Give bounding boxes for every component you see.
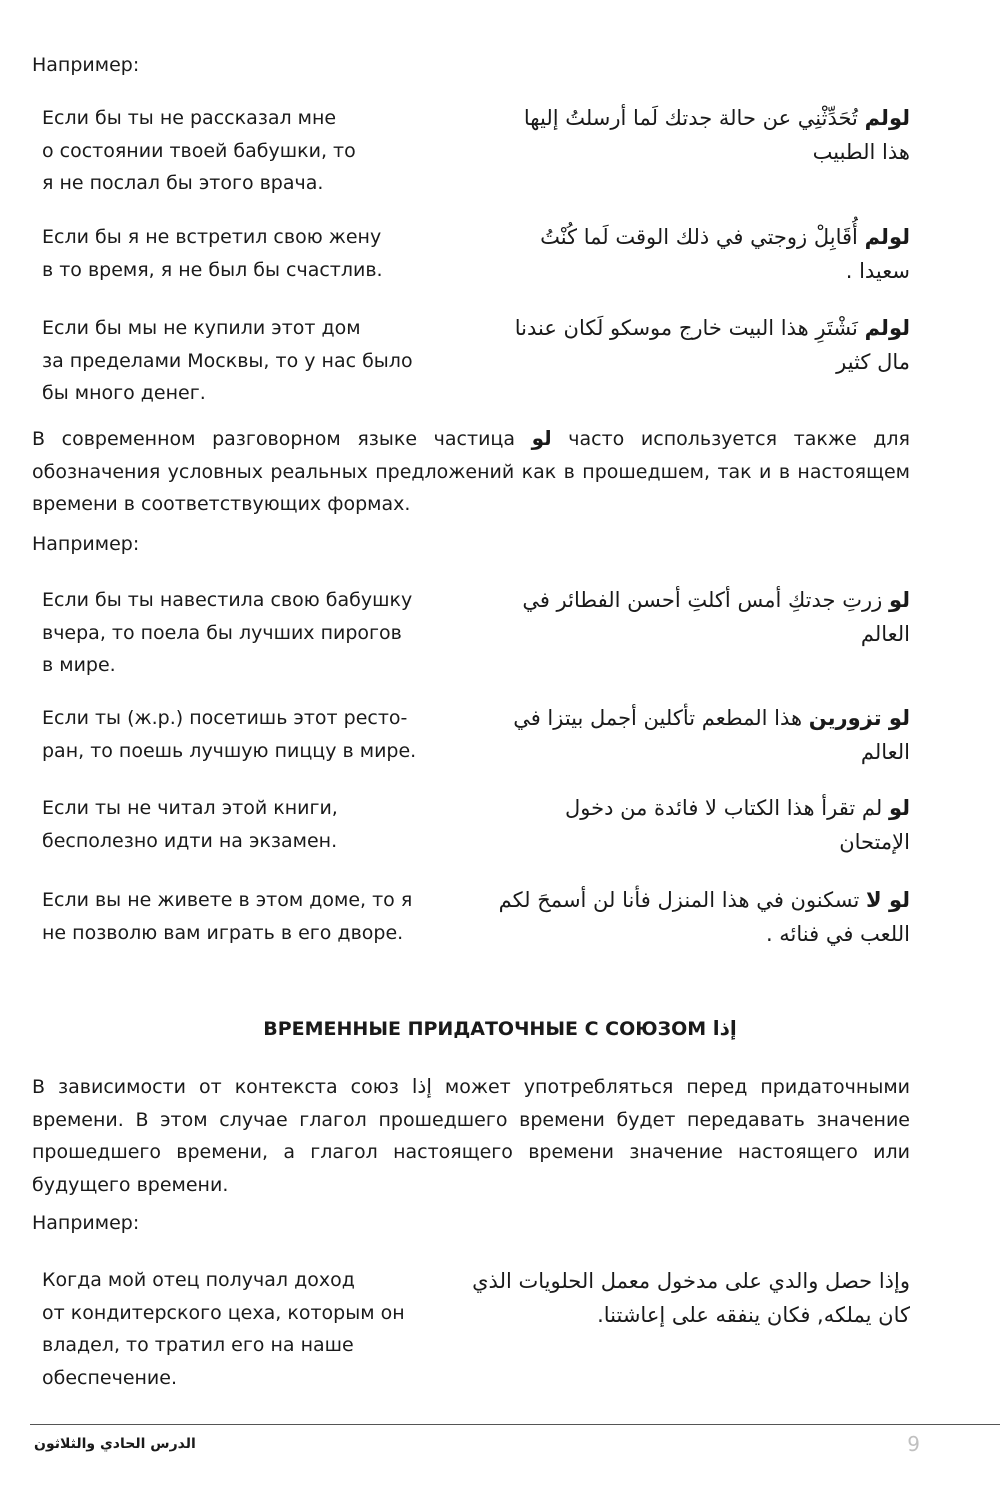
example-arabic <box>490 583 910 651</box>
arabic-keyword: لو <box>888 588 910 612</box>
arabic-text: هذا المطعم تأكلين أجمل بيتزا في العالم <box>513 706 910 764</box>
arabic-text: لم تقرأ هذا الكتاب لا فائدة من دخول الإمتحان <box>565 796 910 854</box>
arabic-keyword: لولم <box>864 316 910 340</box>
example-russian: Если ты (ж.р.) посетишь этот ресто- ран, то поешь лучшую пиццу в мире. <box>42 707 417 762</box>
paragraph-particle-lau: В современном разговорном языке частица لو часто используется также для обозначения условных реальных предложений как в прошедшем, так и в настоящем времени в соответствующих формах. <box>32 426 910 515</box>
example-russian: Если вы не живете в этом доме, то я не позволю вам играть в его дворе. <box>42 889 413 944</box>
example-arabic <box>490 701 910 769</box>
example-label: Например: <box>32 1212 140 1234</box>
example-russian: Если бы я не встретил свою жену в то время, я не был бы счастлив. <box>42 226 383 281</box>
footer-divider <box>30 1424 1000 1425</box>
example-arabic: وإذا حصل والدي على مدخول معمل الحلويات الذي كان يملكه, فكان ينفقه على إعاشتنا. <box>472 1269 910 1327</box>
arabic-keyword: إذا <box>712 1016 737 1040</box>
page-number: 9 <box>907 1432 920 1456</box>
example-arabic <box>490 311 910 379</box>
arabic-text: تسكنون في هذا المنزل فأنا لن أسمحَ لكم اللعب في فنائه . <box>498 888 910 946</box>
example-russian: Если бы мы не купили этот дом за пределами Москвы, то у нас было бы много денег. <box>42 317 413 404</box>
section-heading: ВРЕМЕННЫЕ ПРИДАТОЧНЫЕ С СОЮЗОМ إذا <box>263 1016 737 1040</box>
arabic-text: نَشْتَرِ هذا البيت خارج موسكو لَكان عندنا مال كثير <box>514 316 910 374</box>
example-arabic <box>490 101 910 169</box>
arabic-keyword: لو <box>888 796 910 820</box>
example-arabic <box>490 220 910 288</box>
example-arabic <box>490 883 910 951</box>
example-label: Например: <box>32 54 140 76</box>
arabic-keyword: لولم <box>864 106 910 130</box>
arabic-keyword: لو <box>531 426 552 450</box>
example-russian: Если бы ты не рассказал мне о состоянии твоей бабушки, то я не послал бы этого врача. <box>42 107 356 194</box>
example-label: Например: <box>32 533 140 555</box>
arabic-text: زرتِ جدتكِ أمس أكلتِ أحسن الفطائر في العالم <box>522 588 910 646</box>
example-arabic <box>490 791 910 859</box>
paragraph-conjunction-idha: В зависимости от контекста союз إذا может употребляться перед придаточными времени. В этом случае глагол прошедшего времени будет передавать значение прошедшего времени, а глагол настоящего времени значение настоящего или будущего времени. <box>32 1074 911 1196</box>
arabic-text: تُحَدِّثْنِي عن حالة جدتك لَما أرسلتُ إليها هذا الطبيب <box>523 106 910 164</box>
arabic-keyword: لو لا <box>866 888 910 912</box>
footer-lesson-title: الدرس الحادي والثلاثون <box>34 1436 196 1452</box>
example-russian: Если ты не читал этой книги, бесполезно идти на экзамен. <box>42 797 338 852</box>
example-russian: Когда мой отец получал доход от кондитерского цеха, которым он владел, то тратил его на наше обеспечение. <box>42 1269 405 1389</box>
arabic-keyword: لولم <box>864 225 910 249</box>
arabic-keyword: لو تزورين <box>808 706 910 730</box>
arabic-text: أُقَابِلْ زوجتي في ذلك الوقت لَما كُنْتُ سعيدا . <box>540 225 910 283</box>
arabic-keyword: إذا <box>411 1074 432 1098</box>
example-russian: Если бы ты навестила свою бабушку вчера, то поела бы лучших пирогов в мире. <box>42 589 413 676</box>
